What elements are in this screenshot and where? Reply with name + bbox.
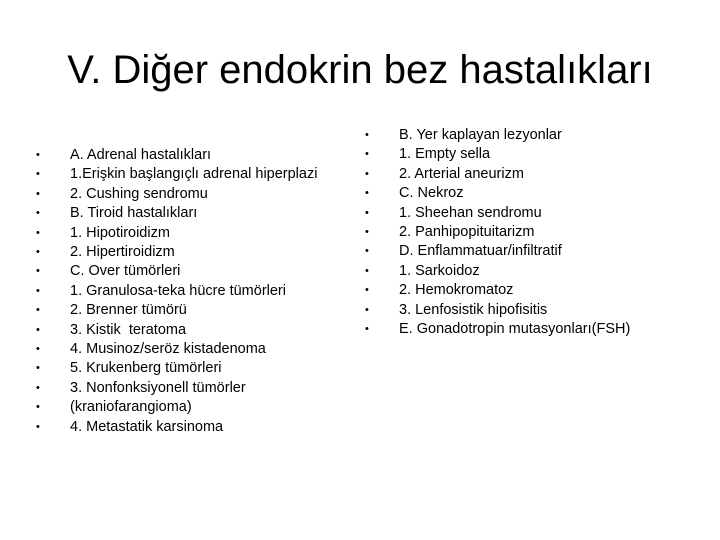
list-item	[365, 242, 695, 261]
bullet-icon: •	[36, 401, 40, 414]
bullet-icon: •	[365, 226, 369, 239]
bullet-icon: •	[365, 323, 369, 336]
list-item	[365, 223, 695, 242]
bullet-icon: •	[36, 362, 40, 375]
bullet-icon: •	[365, 284, 369, 297]
list-item-text: 2. Brenner tümörü	[70, 302, 187, 319]
bullet-icon: •	[365, 129, 369, 141]
list-item	[36, 204, 356, 223]
left-bullet-list	[36, 146, 356, 437]
list-item	[365, 281, 695, 300]
list-item-text: 1. Hipotiroidizm	[70, 224, 170, 241]
list-item	[36, 340, 356, 359]
list-item-text: 2. Arterial aneurizm	[399, 165, 524, 182]
list-item	[36, 282, 356, 301]
list-item-text: 1. Empty sella	[399, 146, 491, 163]
bullet-icon: •	[36, 323, 40, 336]
list-item-text: 2. Hipertiroidizm	[70, 244, 175, 261]
list-item	[36, 301, 356, 320]
bullet-icon: •	[365, 148, 369, 161]
list-item	[36, 165, 356, 184]
list-item-text: B. Tiroid hastalıkları	[70, 205, 198, 222]
list-item	[365, 204, 695, 223]
right-bullet-list	[365, 126, 695, 339]
bullet-icon: •	[365, 167, 369, 180]
slide-title: V. Diğer endokrin bez hastalıkları	[67, 48, 653, 92]
list-item-text: 2. Hemokromatoz	[399, 282, 514, 299]
list-item-text: C. Nekroz	[399, 185, 464, 202]
list-item	[36, 243, 356, 262]
list-item	[36, 146, 356, 165]
list-item	[36, 359, 356, 378]
list-item	[365, 184, 695, 203]
list-item-text: 1. Sarkoidoz	[399, 262, 480, 279]
list-item	[36, 262, 356, 281]
bullet-icon: •	[36, 381, 40, 394]
bullet-icon: •	[365, 264, 369, 277]
list-item	[365, 165, 695, 184]
bullet-icon: •	[36, 304, 40, 317]
bullet-icon: •	[365, 187, 369, 200]
bullet-icon: •	[36, 168, 40, 181]
list-item-text: C. Over tümörleri	[70, 263, 181, 280]
list-item-text: 1. Sheehan sendromu	[399, 204, 542, 221]
list-item-text: 3. Nonfonksiyonell tümörler	[70, 379, 246, 396]
list-item	[365, 301, 695, 320]
list-item-text: 2. Cushing sendromu	[70, 185, 208, 202]
list-item-text: (kraniofarangioma)	[70, 399, 192, 416]
list-item-text: 4. Metastatik karsinoma	[70, 418, 224, 435]
list-item-text: B. Yer kaplayan lezyonlar	[399, 127, 562, 143]
bullet-icon: •	[365, 245, 369, 258]
list-item-text: 4. Musinoz/seröz kistadenoma	[70, 341, 266, 358]
list-item-text: 1. Granulosa-teka hücre tümörleri	[70, 282, 286, 299]
list-item	[36, 398, 356, 417]
bullet-icon: •	[36, 343, 40, 356]
list-item	[365, 262, 695, 281]
list-item	[365, 126, 695, 145]
list-item-text: A. Adrenal hastalıkları	[70, 147, 212, 163]
bullet-icon: •	[36, 207, 40, 220]
list-item-text: 1.Erişkin başlangıçlı adrenal hiperplazi	[70, 166, 318, 183]
list-item-text: 3. Lenfosistik hipofisitis	[399, 301, 548, 318]
list-item	[36, 379, 356, 398]
list-item-text: E. Gonadotropin mutasyonları(FSH)	[399, 321, 631, 338]
bullet-icon: •	[365, 206, 369, 219]
list-item	[36, 224, 356, 243]
bullet-icon: •	[36, 246, 40, 259]
list-item	[36, 321, 356, 340]
list-item	[365, 320, 695, 339]
bullet-icon: •	[36, 284, 40, 297]
list-item-text: 5. Krukenberg tümörleri	[70, 360, 222, 377]
list-item	[36, 418, 356, 437]
list-item-text: 3. Kistik teratoma	[70, 321, 187, 338]
list-item-text: D. Enflammatuar/infiltratif	[399, 243, 562, 260]
bullet-icon: •	[36, 187, 40, 200]
list-item	[365, 145, 695, 164]
list-item	[36, 185, 356, 204]
bullet-icon: •	[36, 420, 40, 433]
list-item-text: 2. Panhipopituitarizm	[399, 224, 535, 241]
bullet-icon: •	[365, 303, 369, 316]
bullet-icon: •	[36, 265, 40, 278]
bullet-icon: •	[36, 226, 40, 239]
bullet-icon: •	[36, 149, 40, 161]
